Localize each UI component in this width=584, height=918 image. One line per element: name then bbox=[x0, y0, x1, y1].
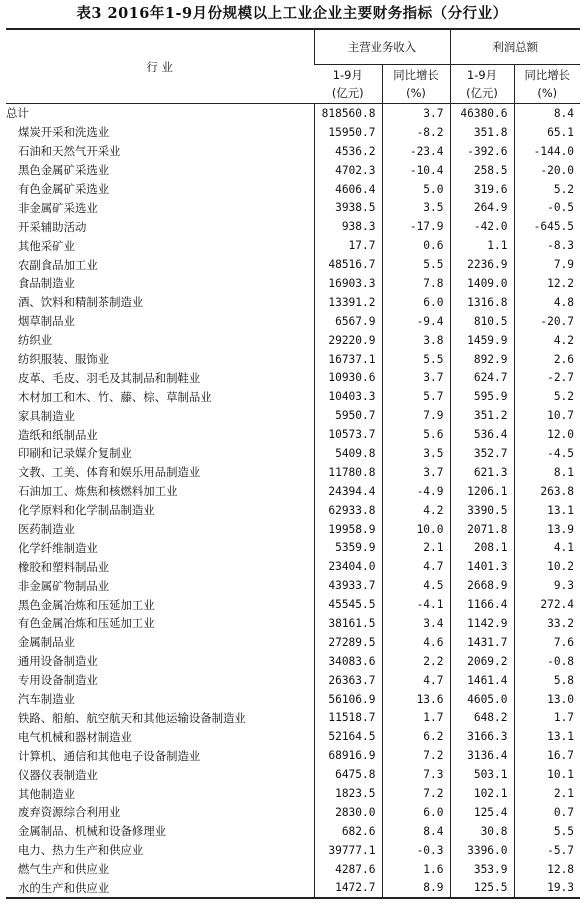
profit-growth-cell: 5.8 bbox=[514, 671, 580, 690]
industry-cell: 开采辅助活动 bbox=[18, 219, 87, 234]
industry-cell: 废弃资源综合利用业 bbox=[18, 805, 121, 820]
table-row bbox=[6, 236, 580, 255]
table-row bbox=[6, 557, 580, 576]
industry-cell: 金属制品业 bbox=[18, 635, 75, 650]
profit-value-cell: 351.8 bbox=[450, 123, 514, 142]
profit-value-cell: 208.1 bbox=[450, 538, 514, 557]
revenue-growth-cell: -4.9 bbox=[382, 482, 450, 501]
revenue-header: 主营业务收入 bbox=[314, 29, 450, 65]
revenue-value-cell: 52164.5 bbox=[314, 727, 382, 746]
industry-cell: 专用设备制造业 bbox=[18, 673, 98, 688]
revenue-value-cell: 1823.5 bbox=[314, 784, 382, 803]
profit-growth-cell: 4.8 bbox=[514, 293, 580, 312]
revenue-value-cell: 48516.7 bbox=[314, 255, 382, 274]
revenue-value-cell: 17.7 bbox=[314, 236, 382, 255]
profit-growth-cell: -5.7 bbox=[514, 841, 580, 860]
profit-value-cell: 621.3 bbox=[450, 463, 514, 482]
revenue-growth-cell: 8.9 bbox=[382, 879, 450, 899]
financial-indicators-table bbox=[6, 28, 580, 899]
revenue-value-cell: 29220.9 bbox=[314, 331, 382, 350]
revenue-value-cell: 27289.5 bbox=[314, 633, 382, 652]
table-row bbox=[6, 671, 580, 690]
profit-value-cell: 1401.3 bbox=[450, 557, 514, 576]
revenue-value-cell: 4702.3 bbox=[314, 161, 382, 180]
table-row bbox=[6, 841, 580, 860]
industry-cell: 非金属矿物制品业 bbox=[18, 578, 110, 593]
profit-growth-cell: 10.1 bbox=[514, 765, 580, 784]
industry-cell: 电气机械和器材制造业 bbox=[18, 729, 132, 744]
profit-value-cell: 1166.4 bbox=[450, 595, 514, 614]
profit-growth-cell: -20.0 bbox=[514, 161, 580, 180]
industry-cell: 化学纤维制造业 bbox=[18, 540, 98, 555]
revenue-value-cell: 1472.7 bbox=[314, 879, 382, 899]
profit-growth-cell: 5.2 bbox=[514, 180, 580, 199]
profit-header: 利润总额 bbox=[450, 29, 580, 65]
profit-value-cell: 2071.8 bbox=[450, 520, 514, 539]
profit-value-cell: 258.5 bbox=[450, 161, 514, 180]
revenue-ytd-header: 1-9月 (亿元) bbox=[331, 68, 364, 100]
profit-value-cell: 595.9 bbox=[450, 387, 514, 406]
profit-growth-cell: 272.4 bbox=[514, 595, 580, 614]
revenue-growth-cell: -23.4 bbox=[382, 142, 450, 161]
profit-value-cell: 1316.8 bbox=[450, 293, 514, 312]
revenue-value-cell: 16903.3 bbox=[314, 274, 382, 293]
revenue-growth-cell: 13.6 bbox=[382, 690, 450, 709]
profit-value-cell: 125.4 bbox=[450, 803, 514, 822]
revenue-value-cell: 45545.5 bbox=[314, 595, 382, 614]
table-row bbox=[6, 255, 580, 274]
table-body bbox=[6, 104, 580, 899]
table-row bbox=[6, 274, 580, 293]
profit-value-cell: 810.5 bbox=[450, 312, 514, 331]
profit-value-cell: 319.6 bbox=[450, 180, 514, 199]
profit-value-cell: 2236.9 bbox=[450, 255, 514, 274]
industry-cell: 有色金属冶炼和压延加工业 bbox=[18, 616, 155, 631]
industry-cell: 纺织服装、服饰业 bbox=[18, 352, 110, 367]
industry-cell: 仪器仪表制造业 bbox=[18, 767, 98, 782]
revenue-growth-cell: 3.5 bbox=[382, 444, 450, 463]
table-row bbox=[6, 406, 580, 425]
table-row bbox=[6, 312, 580, 331]
table-row bbox=[6, 576, 580, 595]
profit-growth-cell: 5.5 bbox=[514, 822, 580, 841]
revenue-growth-cell: -0.3 bbox=[382, 841, 450, 860]
revenue-value-cell: 34083.6 bbox=[314, 652, 382, 671]
profit-growth-cell: 13.0 bbox=[514, 690, 580, 709]
table-row bbox=[6, 293, 580, 312]
revenue-value-cell: 19958.9 bbox=[314, 520, 382, 539]
profit-value-cell: 352.7 bbox=[450, 444, 514, 463]
revenue-value-cell: 10573.7 bbox=[314, 425, 382, 444]
profit-growth-cell: 13.1 bbox=[514, 501, 580, 520]
profit-value-cell: 351.2 bbox=[450, 406, 514, 425]
table-row bbox=[6, 368, 580, 387]
profit-growth-cell: 7.6 bbox=[514, 633, 580, 652]
revenue-growth-cell: 3.7 bbox=[382, 104, 450, 123]
profit-value-cell: 3136.4 bbox=[450, 746, 514, 765]
table-row bbox=[6, 444, 580, 463]
revenue-value-cell: 26363.7 bbox=[314, 671, 382, 690]
profit-growth-cell: 5.2 bbox=[514, 387, 580, 406]
profit-value-cell: 1461.4 bbox=[450, 671, 514, 690]
industry-cell: 总计 bbox=[6, 106, 29, 121]
revenue-value-cell: 4536.2 bbox=[314, 142, 382, 161]
table-row bbox=[6, 633, 580, 652]
revenue-value-cell: 5409.8 bbox=[314, 444, 382, 463]
revenue-value-cell: 16737.1 bbox=[314, 350, 382, 369]
revenue-growth-cell: 6.0 bbox=[382, 293, 450, 312]
profit-growth-cell: 10.2 bbox=[514, 557, 580, 576]
industry-cell: 其他制造业 bbox=[18, 786, 75, 801]
revenue-value-cell: 15950.7 bbox=[314, 123, 382, 142]
revenue-growth-cell: 7.3 bbox=[382, 765, 450, 784]
profit-growth-cell: 1.7 bbox=[514, 709, 580, 728]
profit-growth-cell: 10.7 bbox=[514, 406, 580, 425]
revenue-growth-cell: 7.2 bbox=[382, 746, 450, 765]
profit-growth-cell: -8.3 bbox=[514, 236, 580, 255]
profit-value-cell: 1431.7 bbox=[450, 633, 514, 652]
revenue-growth-cell: 5.0 bbox=[382, 180, 450, 199]
profit-growth-cell: 0.7 bbox=[514, 803, 580, 822]
table-row bbox=[6, 520, 580, 539]
table-row bbox=[6, 652, 580, 671]
table-row bbox=[6, 217, 580, 236]
revenue-value-cell: 5950.7 bbox=[314, 406, 382, 425]
profit-growth-cell: 33.2 bbox=[514, 614, 580, 633]
table-row bbox=[6, 709, 580, 728]
revenue-growth-cell: 5.7 bbox=[382, 387, 450, 406]
profit-value-cell: 1142.9 bbox=[450, 614, 514, 633]
revenue-growth-cell: 7.9 bbox=[382, 406, 450, 425]
revenue-growth-cell: -9.4 bbox=[382, 312, 450, 331]
revenue-growth-cell: 4.5 bbox=[382, 576, 450, 595]
industry-cell: 烟草制品业 bbox=[18, 314, 75, 329]
revenue-growth-header: 同比增长 (%) bbox=[382, 65, 450, 104]
table-row bbox=[6, 463, 580, 482]
revenue-growth-cell: -4.1 bbox=[382, 595, 450, 614]
revenue-growth-cell: 5.5 bbox=[382, 350, 450, 369]
industry-cell: 医药制造业 bbox=[18, 522, 75, 537]
profit-growth-cell: -645.5 bbox=[514, 217, 580, 236]
industry-cell: 家具制造业 bbox=[18, 408, 75, 423]
profit-growth-cell: 8.1 bbox=[514, 463, 580, 482]
profit-value-cell: 536.4 bbox=[450, 425, 514, 444]
industry-cell: 化学原料和化学制品制造业 bbox=[18, 503, 155, 518]
industry-cell: 石油和天然气开采业 bbox=[18, 144, 121, 159]
table-row bbox=[6, 538, 580, 557]
revenue-growth-cell: 8.4 bbox=[382, 822, 450, 841]
revenue-value-cell: 23404.0 bbox=[314, 557, 382, 576]
table-row bbox=[6, 879, 580, 899]
profit-value-cell: 2668.9 bbox=[450, 576, 514, 595]
profit-value-cell: 3390.5 bbox=[450, 501, 514, 520]
industry-cell: 黑色金属冶炼和压延加工业 bbox=[18, 597, 155, 612]
profit-growth-cell: 65.1 bbox=[514, 123, 580, 142]
industry-cell: 燃气生产和供应业 bbox=[18, 862, 110, 877]
table-row bbox=[6, 501, 580, 520]
table-row bbox=[6, 425, 580, 444]
revenue-growth-cell: 3.5 bbox=[382, 198, 450, 217]
table-row bbox=[6, 803, 580, 822]
profit-growth-cell: 13.1 bbox=[514, 727, 580, 746]
revenue-value-cell: 38161.5 bbox=[314, 614, 382, 633]
table-row bbox=[6, 690, 580, 709]
revenue-growth-cell: 6.0 bbox=[382, 803, 450, 822]
revenue-value-cell: 5359.9 bbox=[314, 538, 382, 557]
profit-growth-cell: 8.4 bbox=[514, 104, 580, 123]
revenue-growth-cell: 5.5 bbox=[382, 255, 450, 274]
profit-value-cell: 2069.2 bbox=[450, 652, 514, 671]
profit-growth-cell: 13.9 bbox=[514, 520, 580, 539]
profit-growth-cell: 4.2 bbox=[514, 331, 580, 350]
profit-growth-cell: 263.8 bbox=[514, 482, 580, 501]
profit-value-cell: 30.8 bbox=[450, 822, 514, 841]
industry-cell: 有色金属矿采选业 bbox=[18, 182, 110, 196]
revenue-growth-cell: 3.4 bbox=[382, 614, 450, 633]
industry-cell: 印刷和记录媒介复制业 bbox=[18, 446, 132, 461]
profit-growth-cell: 19.3 bbox=[514, 879, 580, 899]
table-title: 表3 2016年1-9月份规模以上工业企业主要财务指标（分行业） bbox=[76, 5, 508, 22]
revenue-value-cell: 24394.4 bbox=[314, 482, 382, 501]
profit-growth-cell: 7.9 bbox=[514, 255, 580, 274]
industry-cell: 文教、工美、体育和娱乐用品制造业 bbox=[18, 465, 201, 480]
table-header bbox=[6, 29, 580, 104]
revenue-growth-cell: 0.6 bbox=[382, 236, 450, 255]
revenue-growth-cell: 7.8 bbox=[382, 274, 450, 293]
table-row bbox=[6, 387, 580, 406]
industry-cell: 铁路、船舶、航空航天和其他运输设备制造业 bbox=[18, 710, 246, 725]
profit-growth-header: 同比增长 (%) bbox=[514, 65, 580, 104]
revenue-value-cell: 62933.8 bbox=[314, 501, 382, 520]
revenue-growth-cell: 1.7 bbox=[382, 709, 450, 728]
profit-value-cell: 353.9 bbox=[450, 860, 514, 879]
revenue-value-cell: 6567.9 bbox=[314, 312, 382, 331]
profit-growth-cell: -20.7 bbox=[514, 312, 580, 331]
table-row bbox=[6, 784, 580, 803]
revenue-growth-cell: -10.4 bbox=[382, 161, 450, 180]
table-row bbox=[6, 727, 580, 746]
revenue-value-cell: 682.6 bbox=[314, 822, 382, 841]
industry-cell: 水的生产和供应业 bbox=[6, 879, 314, 899]
revenue-growth-cell: 5.6 bbox=[382, 425, 450, 444]
profit-value-cell: 264.9 bbox=[450, 198, 514, 217]
industry-cell: 食品制造业 bbox=[18, 276, 75, 291]
profit-growth-cell: 2.1 bbox=[514, 784, 580, 803]
table-row bbox=[6, 331, 580, 350]
table-row bbox=[6, 595, 580, 614]
industry-cell: 计算机、通信和其他电子设备制造业 bbox=[18, 748, 201, 763]
profit-growth-cell: 2.6 bbox=[514, 350, 580, 369]
table-row bbox=[6, 860, 580, 879]
revenue-value-cell: 39777.1 bbox=[314, 841, 382, 860]
profit-value-cell: 102.1 bbox=[450, 784, 514, 803]
profit-value-cell: 1206.1 bbox=[450, 482, 514, 501]
industry-header: 行 业 bbox=[146, 59, 173, 74]
revenue-growth-cell: 4.2 bbox=[382, 501, 450, 520]
table-row bbox=[6, 142, 580, 161]
profit-growth-cell: -0.8 bbox=[514, 652, 580, 671]
revenue-growth-cell: 1.6 bbox=[382, 860, 450, 879]
revenue-value-cell: 2830.0 bbox=[314, 803, 382, 822]
revenue-value-cell: 13391.2 bbox=[314, 293, 382, 312]
industry-cell: 煤炭开采和洗选业 bbox=[18, 125, 110, 140]
profit-growth-cell: 4.1 bbox=[514, 538, 580, 557]
table-row bbox=[6, 822, 580, 841]
revenue-growth-cell: 2.2 bbox=[382, 652, 450, 671]
profit-growth-cell: 12.8 bbox=[514, 860, 580, 879]
revenue-value-cell: 56106.9 bbox=[314, 690, 382, 709]
revenue-growth-cell: 4.7 bbox=[382, 671, 450, 690]
revenue-growth-cell: 3.7 bbox=[382, 463, 450, 482]
profit-growth-cell: -0.5 bbox=[514, 198, 580, 217]
industry-cell: 通用设备制造业 bbox=[18, 654, 98, 669]
industry-cell: 非金属矿采选业 bbox=[18, 200, 98, 215]
revenue-value-cell: 10403.3 bbox=[314, 387, 382, 406]
table-row bbox=[6, 198, 580, 217]
table-row bbox=[6, 180, 580, 199]
table-row bbox=[6, 350, 580, 369]
profit-ytd-header: 1-9月 (亿元) bbox=[450, 65, 514, 104]
profit-value-cell: 4605.0 bbox=[450, 690, 514, 709]
profit-value-cell: 503.1 bbox=[450, 765, 514, 784]
table-row bbox=[6, 482, 580, 501]
revenue-value-cell: 3938.5 bbox=[314, 198, 382, 217]
revenue-growth-cell: 3.8 bbox=[382, 331, 450, 350]
table-row bbox=[6, 614, 580, 633]
industry-cell: 木材加工和木、竹、藤、棕、草制品业 bbox=[18, 389, 212, 404]
industry-cell: 金属制品、机械和设备修理业 bbox=[18, 824, 167, 839]
industry-cell: 造纸和纸制品业 bbox=[18, 427, 98, 442]
revenue-value-cell: 43933.7 bbox=[314, 576, 382, 595]
revenue-value-cell: 11780.8 bbox=[314, 463, 382, 482]
revenue-value-cell: 11518.7 bbox=[314, 709, 382, 728]
profit-value-cell: -392.6 bbox=[450, 142, 514, 161]
profit-value-cell: 624.7 bbox=[450, 368, 514, 387]
profit-growth-cell: 16.7 bbox=[514, 746, 580, 765]
revenue-value-cell: 6475.8 bbox=[314, 765, 382, 784]
table-row bbox=[6, 104, 580, 123]
profit-value-cell: 1.1 bbox=[450, 236, 514, 255]
revenue-value-cell: 938.3 bbox=[314, 217, 382, 236]
profit-value-cell: -42.0 bbox=[450, 217, 514, 236]
profit-value-cell: 1409.0 bbox=[450, 274, 514, 293]
industry-cell: 黑色金属矿采选业 bbox=[18, 163, 110, 178]
profit-growth-cell: 12.2 bbox=[514, 274, 580, 293]
revenue-value-cell: 68916.9 bbox=[314, 746, 382, 765]
table-row bbox=[6, 746, 580, 765]
revenue-value-cell: 4606.4 bbox=[314, 180, 382, 199]
revenue-growth-cell: 7.2 bbox=[382, 784, 450, 803]
profit-growth-cell: -4.5 bbox=[514, 444, 580, 463]
revenue-growth-cell: 4.6 bbox=[382, 633, 450, 652]
revenue-growth-cell: -8.2 bbox=[382, 123, 450, 142]
profit-value-cell: 46380.6 bbox=[450, 104, 514, 123]
industry-cell: 电力、热力生产和供应业 bbox=[18, 843, 144, 858]
revenue-value-cell: 10930.6 bbox=[314, 368, 382, 387]
industry-cell: 皮革、毛皮、羽毛及其制品和制鞋业 bbox=[18, 370, 201, 385]
industry-cell: 石油加工、炼焦和核燃料加工业 bbox=[18, 484, 178, 499]
profit-value-cell: 125.5 bbox=[450, 879, 514, 899]
table-row bbox=[6, 765, 580, 784]
revenue-value-cell: 818560.8 bbox=[314, 104, 382, 123]
industry-cell: 酒、饮料和精制茶制造业 bbox=[18, 295, 144, 310]
revenue-growth-cell: -17.9 bbox=[382, 217, 450, 236]
industry-cell: 橡胶和塑料制品业 bbox=[18, 559, 110, 574]
profit-value-cell: 648.2 bbox=[450, 709, 514, 728]
revenue-growth-cell: 3.7 bbox=[382, 368, 450, 387]
profit-value-cell: 3396.0 bbox=[450, 841, 514, 860]
profit-value-cell: 3166.3 bbox=[450, 727, 514, 746]
revenue-growth-cell: 4.7 bbox=[382, 557, 450, 576]
industry-cell: 其他采矿业 bbox=[18, 238, 75, 253]
profit-value-cell: 892.9 bbox=[450, 350, 514, 369]
profit-growth-cell: 9.3 bbox=[514, 576, 580, 595]
profit-value-cell: 1459.9 bbox=[450, 331, 514, 350]
profit-growth-cell: -2.7 bbox=[514, 368, 580, 387]
revenue-growth-cell: 2.1 bbox=[382, 538, 450, 557]
revenue-growth-cell: 6.2 bbox=[382, 727, 450, 746]
table-row bbox=[6, 123, 580, 142]
industry-cell: 农副食品加工业 bbox=[18, 257, 98, 272]
profit-growth-cell: 12.0 bbox=[514, 425, 580, 444]
table-row bbox=[6, 161, 580, 180]
industry-cell: 纺织业 bbox=[18, 333, 53, 348]
profit-growth-cell: -144.0 bbox=[514, 142, 580, 161]
industry-cell: 汽车制造业 bbox=[18, 692, 75, 707]
revenue-value-cell: 4287.6 bbox=[314, 860, 382, 879]
revenue-growth-cell: 10.0 bbox=[382, 520, 450, 539]
